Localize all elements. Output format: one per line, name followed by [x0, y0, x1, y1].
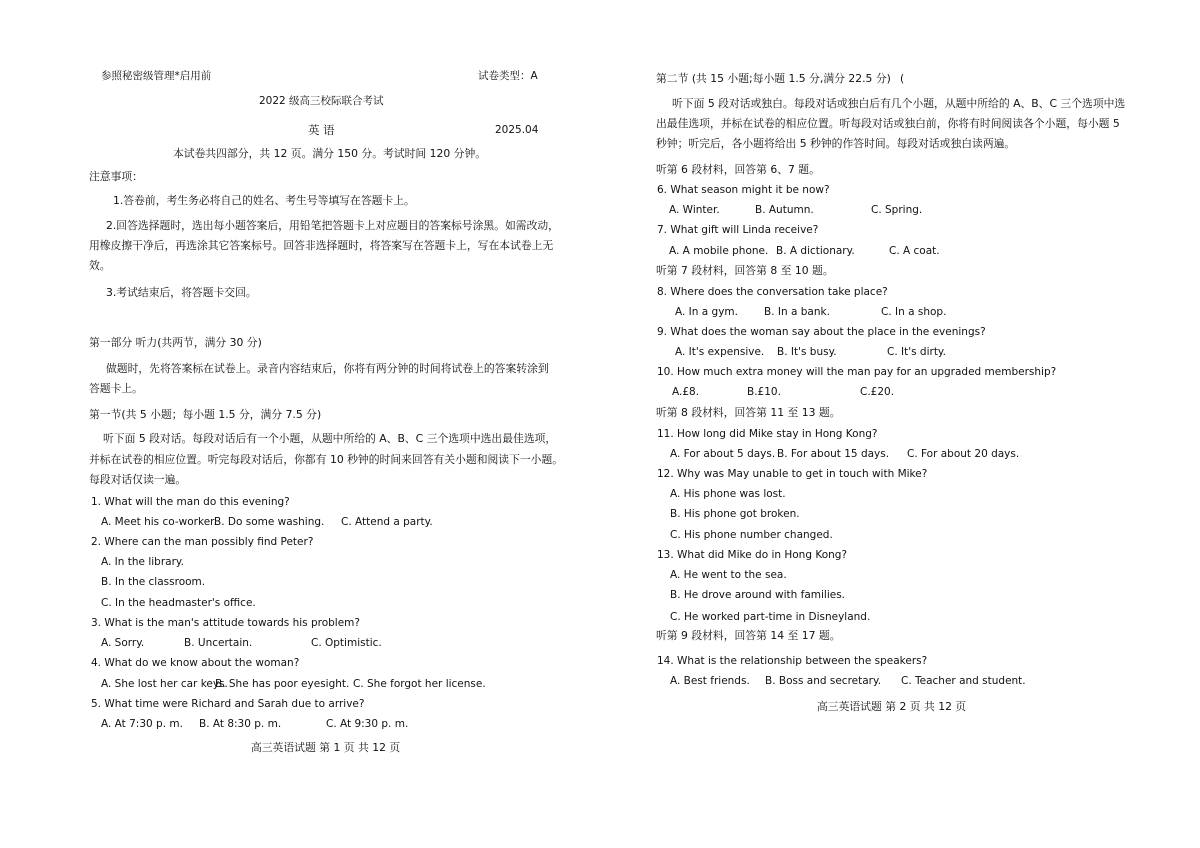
section-1-title: 第一节(共 5 小题；每小题 1.5 分，满分 7.5 分) [89, 408, 322, 421]
exam-title: 2022 级高三校际联合考试 [259, 95, 384, 107]
question-5-option-b: B. At 8:30 p. m. [199, 718, 282, 730]
question-9-option-a: A. It's expensive. [675, 346, 765, 358]
section-2-instruction-line-1: 听下面 5 段对话或独白。每段对话或独白后有几个小题，从题中所给的 A、B、C 三个选项中选 [672, 97, 1126, 110]
question-13-option-c: C. He worked part-time in Disneyland. [670, 611, 871, 623]
section-2-title: 第二节 (共 15 小题;每小题 1.5 分,满分 22.5 分) [656, 72, 891, 85]
note-1: 1.答卷前，考生务必将自己的姓名、考生号等填写在答题卡上。 [113, 194, 415, 207]
question-7: 7. What gift will Linda receive? [657, 224, 819, 236]
question-13-option-a: A. He went to the sea. [670, 569, 787, 581]
question-9-option-c: C. It's dirty. [887, 346, 946, 358]
question-13-option-b: B. He drove around with families. [670, 589, 846, 601]
question-7-option-c: C. A coat. [889, 245, 940, 257]
confidentiality-note: 参照秘密级管理*启用前 [101, 70, 212, 82]
exam-page-2 [600, 0, 1200, 848]
question-8: 8. Where does the conversation take place? [657, 286, 888, 298]
question-5-option-a: A. At 7:30 p. m. [101, 718, 183, 730]
question-12-option-c: C. His phone number changed. [670, 529, 833, 541]
question-11-option-c: C. For about 20 days. [907, 448, 1020, 460]
question-8-option-c: C. In a shop. [881, 306, 947, 318]
exam-date: 2025.04 [495, 124, 539, 136]
question-14-option-c: C. Teacher and student. [901, 675, 1026, 687]
question-6-option-b: B. Autumn. [755, 204, 814, 216]
question-6: 6. What season might it be now? [657, 184, 830, 196]
question-10-option-b: B.£10. [747, 386, 781, 398]
page-footer-1: 高三英语试题 第 1 页 共 12 页 [251, 741, 401, 754]
question-12-option-b: B. His phone got broken. [670, 508, 800, 520]
question-2-option-a: A. In the library. [101, 556, 184, 568]
question-1-option-a: A. Meet his co-worker. [101, 516, 217, 528]
question-3-option-c: C. Optimistic. [311, 637, 382, 649]
question-2: 2. Where can the man possibly find Peter? [91, 536, 314, 548]
material-7-heading: 听第 7 段材料，回答第 8 至 10 题。 [656, 264, 834, 277]
question-3-option-a: A. Sorry. [101, 637, 145, 649]
question-11-option-b: B. For about 15 days. [777, 448, 890, 460]
question-9: 9. What does the woman say about the place in the evenings? [657, 326, 986, 338]
question-4-option-b: B. She has poor eyesight. [215, 678, 350, 690]
question-12-option-a: A. His phone was lost. [670, 488, 786, 500]
question-6-option-c: C. Spring. [871, 204, 923, 216]
question-13: 13. What did Mike do in Hong Kong? [657, 549, 848, 561]
page-footer-2: 高三英语试题 第 2 页 共 12 页 [817, 700, 967, 713]
question-3: 3. What is the man's attitude towards his problem? [91, 617, 360, 629]
material-6-heading: 听第 6 段材料，回答第 6、7 题。 [656, 163, 820, 176]
note-2-line-3: 效。 [89, 259, 111, 272]
subject-title: 英 语 [308, 123, 335, 137]
section-2-paren: ( [900, 72, 905, 85]
section-2-instruction-line-3: 秒钟；听完后，各小题将给出 5 秒钟的作答时间。每段对话或独白读两遍。 [656, 137, 1016, 150]
question-3-option-b: B. Uncertain. [184, 637, 253, 649]
question-8-option-a: A. In a gym. [675, 306, 738, 318]
question-14: 14. What is the relationship between the speakers? [657, 655, 928, 667]
question-7-option-a: A. A mobile phone. [669, 245, 769, 257]
part-1-instruction-line-2: 答题卡上。 [89, 382, 143, 395]
question-4-option-a: A. She lost her car keys. [101, 678, 228, 690]
exam-intro: 本试卷共四部分，共 12 页。满分 150 分。考试时间 120 分钟。 [173, 147, 487, 160]
material-9-heading: 听第 9 段材料，回答第 14 至 17 题。 [656, 629, 841, 642]
question-5-option-c: C. At 9:30 p. m. [326, 718, 409, 730]
note-2-line-2: 用橡皮擦干净后，再选涂其它答案标号。回答非选择题时，将答案写在答题卡上，写在本试卷上无 [89, 239, 554, 252]
note-2-line-1: 2.回答选择题时，选出每小题答案后，用铅笔把答题卡上对应题目的答案标号涂黑。如需改动， [106, 219, 559, 232]
part-1-title: 第一部分 听力(共两节，满分 30 分) [89, 336, 262, 349]
question-1: 1. What will the man do this evening? [91, 496, 290, 508]
question-14-option-a: A. Best friends. [670, 675, 750, 687]
question-10: 10. How much extra money will the man pay for an upgraded membership? [657, 366, 1057, 378]
material-8-heading: 听第 8 段材料，回答第 11 至 13 题。 [656, 406, 841, 419]
paper-type: 试卷类型：A [478, 70, 538, 82]
question-9-option-b: B. It's busy. [777, 346, 837, 358]
section-1-instruction-line-3: 每段对话仅读一遍。 [89, 473, 187, 486]
section-1-instruction-line-2: 并标在试卷的相应位置。听完每段对话后，你都有 10 秒钟的时间来回答有关小题和阅读下一小题。 [89, 453, 564, 466]
question-8-option-b: B. In a bank. [764, 306, 830, 318]
question-12: 12. Why was May unable to get in touch with Mike? [657, 468, 928, 480]
question-2-option-b: B. In the classroom. [101, 576, 206, 588]
question-5: 5. What time were Richard and Sarah due to arrive? [91, 698, 365, 710]
question-7-option-b: B. A dictionary. [776, 245, 855, 257]
question-11: 11. How long did Mike stay in Hong Kong? [657, 428, 878, 440]
section-2-instruction-line-2: 出最佳选项，并标在试卷的相应位置。听每段对话或独白前，你将有时间阅读各个小题，每小题 5 [656, 117, 1120, 130]
question-10-option-a: A.£8. [672, 386, 700, 398]
notes-title: 注意事项： [89, 170, 143, 183]
question-1-option-c: C. Attend a party. [341, 516, 433, 528]
note-3: 3.考试结束后，将答题卡交回。 [106, 286, 257, 299]
question-10-option-c: C.£20. [860, 386, 895, 398]
question-4: 4. What do we know about the woman? [91, 657, 300, 669]
question-14-option-b: B. Boss and secretary. [765, 675, 882, 687]
question-2-option-c: C. In the headmaster's office. [101, 597, 256, 609]
question-11-option-a: A. For about 5 days. [670, 448, 776, 460]
section-1-instruction-line-1: 听下面 5 段对话。每段对话后有一个小题，从题中所给的 A、B、C 三个选项中选出最佳选项， [103, 432, 557, 445]
question-6-option-a: A. Winter. [669, 204, 720, 216]
question-4-option-c: C. She forgot her license. [353, 678, 486, 690]
question-1-option-b: B. Do some washing. [214, 516, 325, 528]
part-1-instruction-line-1: 做题时，先将答案标在试卷上。录音内容结束后，你将有两分钟的时间将试卷上的答案转涂到 [106, 362, 549, 375]
